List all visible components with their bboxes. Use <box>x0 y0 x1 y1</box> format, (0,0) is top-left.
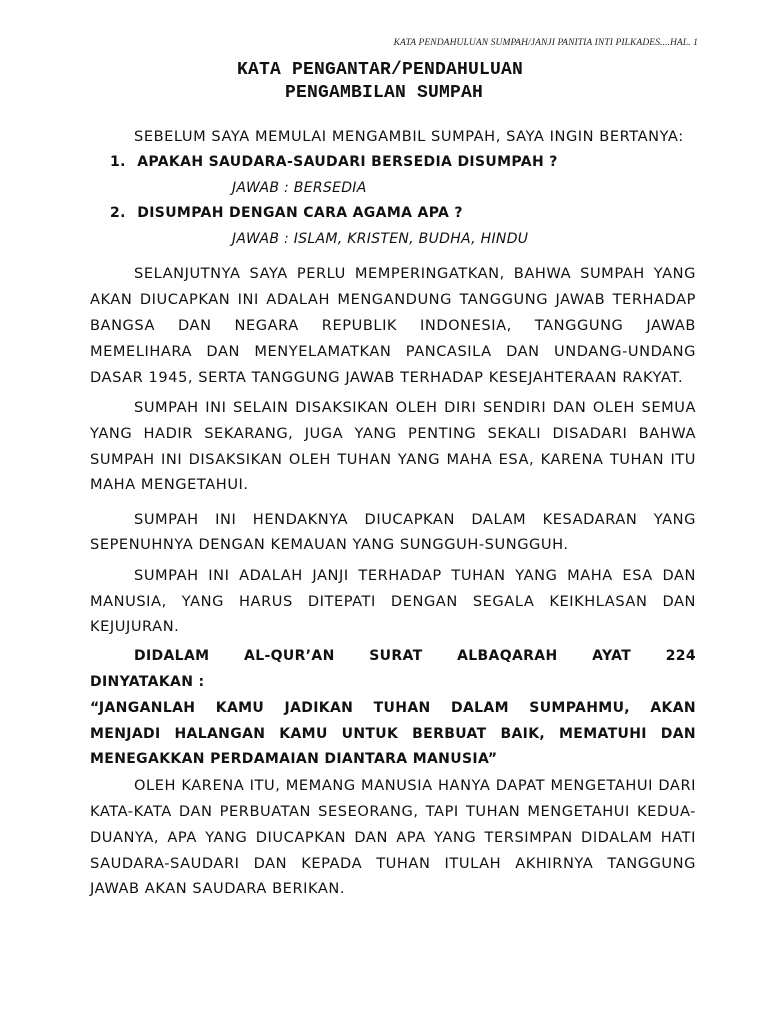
question-2-text: DISUMPAH DENGAN CARA AGAMA APA ? <box>137 205 463 222</box>
answer-1: JAWAB : BERSEDIA <box>232 179 367 196</box>
closing-paragraph: OLEH KARENA ITU, MEMANG MANUSIA HANYA DAPAT MENGETAHUI DARI KATA-KATA DAN PERBUATAN SESEORANG, TAPI TUHAN MENGETAHUI KEDUA-DUANYA, APA YANG DIUCAPKAN DAN APA YANG TERSIMPAN DIDALAM HATI SAUDARA-SAUDARI DAN KEPADA TUHAN ITULAH AKHIRNYA TANGGUNG JAWAB AKAN SAUDARA BERIKAN. <box>90 777 696 898</box>
page-subtitle: PENGAMBILAN SUMPAH <box>284 83 484 103</box>
document-body <box>90 124 696 902</box>
paragraph-witness: SUMPAH INI SELAIN DISAKSIKAN OLEH DIRI SENDIRI DAN OLEH SEMUA YANG HADIR SEKARANG, JUGA YANG PENTING SEKALI DISADARI BAHWA SUMPAH INI DISAKSIKAN OLEH TUHAN YANG MAHA ESA, KARENA TUHAN ITU MAHA MENGETAHUI. <box>90 398 696 494</box>
page-title: KATA PENGANTAR/PENDAHULUAN <box>236 60 524 80</box>
paragraph-sincerity: SUMPAH INI HENDAKNYA DIUCAPKAN DALAM KESADARAN YANG SEPENUHNYA DENGAN KEMAUAN YANG SUNGGUH-SUNGGUH. <box>90 510 696 554</box>
question-2-number: 2. <box>110 205 126 222</box>
paragraph-promise: SUMPAH INI ADALAH JANJI TERHADAP TUHAN YANG MAHA ESA DAN MANUSIA, YANG HARUS DITEPATI DENGAN SEGALA KEIKHLASAN DAN KEJUJURAN. <box>90 566 696 636</box>
intro-paragraph: SEBELUM SAYA MEMULAI MENGAMBIL SUMPAH, SAYA INGIN BERTANYA: <box>134 128 684 145</box>
question-2 <box>90 201 696 227</box>
quran-quote-line-2: MENJADI HALANGAN KAMU UNTUK BERBUAT BAIK, MEMATUHI DAN <box>90 725 696 742</box>
paragraph-responsibility: SELANJUTNYA SAYA PERLU MEMPERINGATKAN, BAHWA SUMPAH YANG AKAN DIUCAPKAN INI ADALAH MENGANDUNG TANGGUNG JAWAB TERHADAP BANGSA DAN NEGARA REPUBLIK INDONESIA, TANGGUNG JAWAB MEMELIHARA DAN MENYELAMATKAN PANCASILA DAN UNDANG-UNDANG DASAR 1945, SERTA TANGGUNG JAWAB TERHADAP KESEJAHTERAAN RAKYAT. <box>90 265 696 386</box>
quran-reference: DIDALAM AL-QUR’AN SURAT ALBAQARAH AYAT 224 <box>134 648 696 665</box>
question-1-text: APAKAH SAUDARA-SAUDARI BERSEDIA DISUMPAH ? <box>137 153 558 170</box>
running-header: KATA PENDAHULUAN SUMPAH/JANJI PANITIA INTI PILKADES....HAL. 1 <box>393 38 698 48</box>
question-1 <box>90 150 696 176</box>
quran-quote-line-1: “JANGANLAH KAMU JADIKAN TUHAN DALAM SUMPAHMU, AKAN <box>90 699 696 716</box>
question-1-number: 1. <box>110 153 126 170</box>
quran-reference-cont: DINYATAKAN : <box>90 673 205 690</box>
answer-2: JAWAB : ISLAM, KRISTEN, BUDHA, HINDU <box>232 231 529 248</box>
quran-quote-line-3: MENEGAKKAN PERDAMAIAN DIANTARA MANUSIA” <box>90 751 498 768</box>
